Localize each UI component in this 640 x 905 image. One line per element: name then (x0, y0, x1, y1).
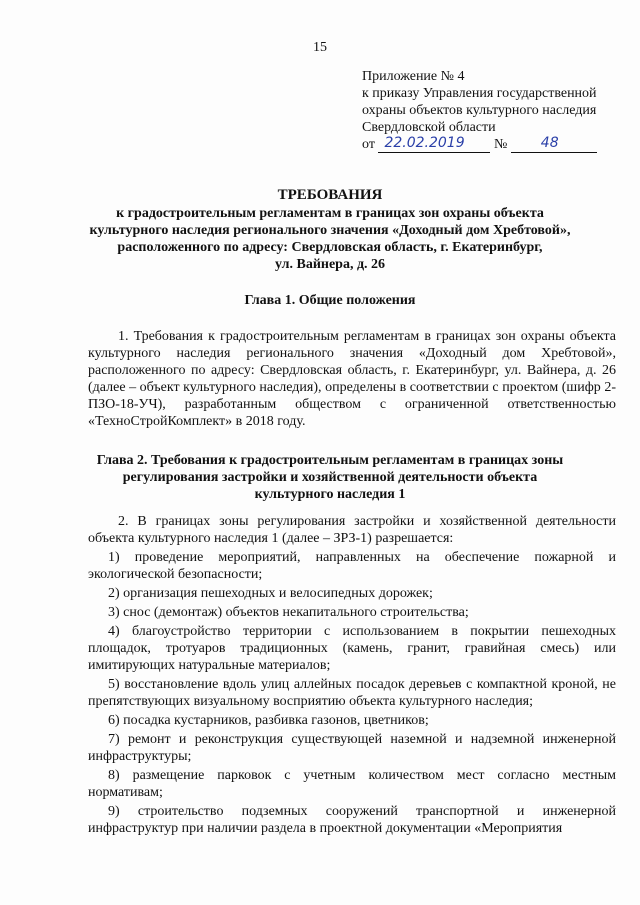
list-item: 5) восстановление вдоль улиц аллейных посадок деревьев с компактной кроной, не препятствующих визуальному восприятию объекта культурного наследия; (88, 677, 616, 709)
number-prefix: № (493, 137, 508, 152)
list-item: 8) размещение парковок с учетным количеством мест согласно местным нормативам; (88, 768, 616, 800)
handwritten-date: 22.02.2019 (384, 135, 465, 151)
paragraph-2: 2. В границах зоны регулирования застройки и хозяйственной деятельности объекта культурного наследия 1 (далее – ЗРЗ-1) разрешается: (88, 514, 616, 546)
chapter-2-heading-line-3: культурного наследия 1 (254, 487, 406, 502)
handwritten-number: 48 (540, 135, 559, 151)
document-title (60, 187, 600, 273)
chapter-1-heading: Глава 1. Общие положения (244, 293, 416, 308)
title-line-5: ул. Вайнера, д. 26 (274, 257, 386, 272)
title-line-2: к градостроительным регламентам в границах зон охраны объекта (116, 206, 544, 221)
appendix-line-3: охраны объектов культурного наследия (362, 103, 597, 118)
list-item: 2) организация пешеходных и велосипедных дорожек; (108, 586, 433, 601)
chapter-2-body (88, 513, 616, 837)
title-line-4: расположенного по адресу: Свердловская область, г. Екатеринбург, (117, 240, 543, 255)
list-item: 9) строительство подземных сооружений транспортной и инженерной инфраструктур при наличии раздела в проектной документации «Мероприятия (88, 804, 616, 836)
chapter-2-heading-line-1: Глава 2. Требования к градостроительным регламентам в границах зоны (96, 453, 564, 468)
chapter-2-heading-line-2: регулирования застройки и хозяйственной деятельности объекта (122, 470, 538, 485)
appendix-date-line (362, 136, 632, 153)
list-item: 1) проведение мероприятий, направленных на обеспечение пожарной и экологической безопасности; (88, 550, 616, 582)
chapter-1-body (88, 328, 616, 430)
number-field (511, 135, 597, 153)
date-field (378, 135, 490, 153)
chapter-2-heading (60, 452, 600, 503)
list-item: 3) снос (демонтаж) объектов некапитального строительства; (108, 605, 469, 620)
appendix-line-1: Приложение № 4 (362, 69, 465, 84)
date-prefix: от (362, 137, 375, 152)
paragraph-1: 1. Требования к градостроительным регламентам в границах зон охраны объекта культурного наследия регионального значения «Доходный дом Хребтовой», расположенного по адресу: Свердловская область, г. Екатеринбург, ул. Вайнера, д. 26 (далее – объект культурного наследия), определены в соответствии с проектом (шифр 2-ПЗО-18-УЧ), разработанным обществом с ограниченной ответственностью «ТехноСтройКомплект» в 2018 году. (88, 329, 616, 429)
page-number: 15 (313, 40, 327, 55)
title-line-1: ТРЕБОВАНИЯ (277, 187, 383, 203)
appendix-header (362, 68, 632, 153)
list-item: 7) ремонт и реконструкция существующей наземной и надземной инженерной инфраструктуры; (88, 732, 616, 764)
title-line-3: культурного наследия регионального значения «Доходный дом Хребтовой», (89, 223, 571, 238)
list-item: 4) благоустройство территории с использованием в покрытии пешеходных площадок, тротуаров традиционных (камень, гранит, гравийная смесь) или имитирующих натуральные материалов; (88, 624, 616, 673)
list-item: 6) посадка кустарников, разбивка газонов, цветников; (108, 713, 429, 728)
appendix-line-2: к приказу Управления государственной (362, 86, 597, 101)
appendix-line-4: Свердловской области (362, 120, 496, 135)
